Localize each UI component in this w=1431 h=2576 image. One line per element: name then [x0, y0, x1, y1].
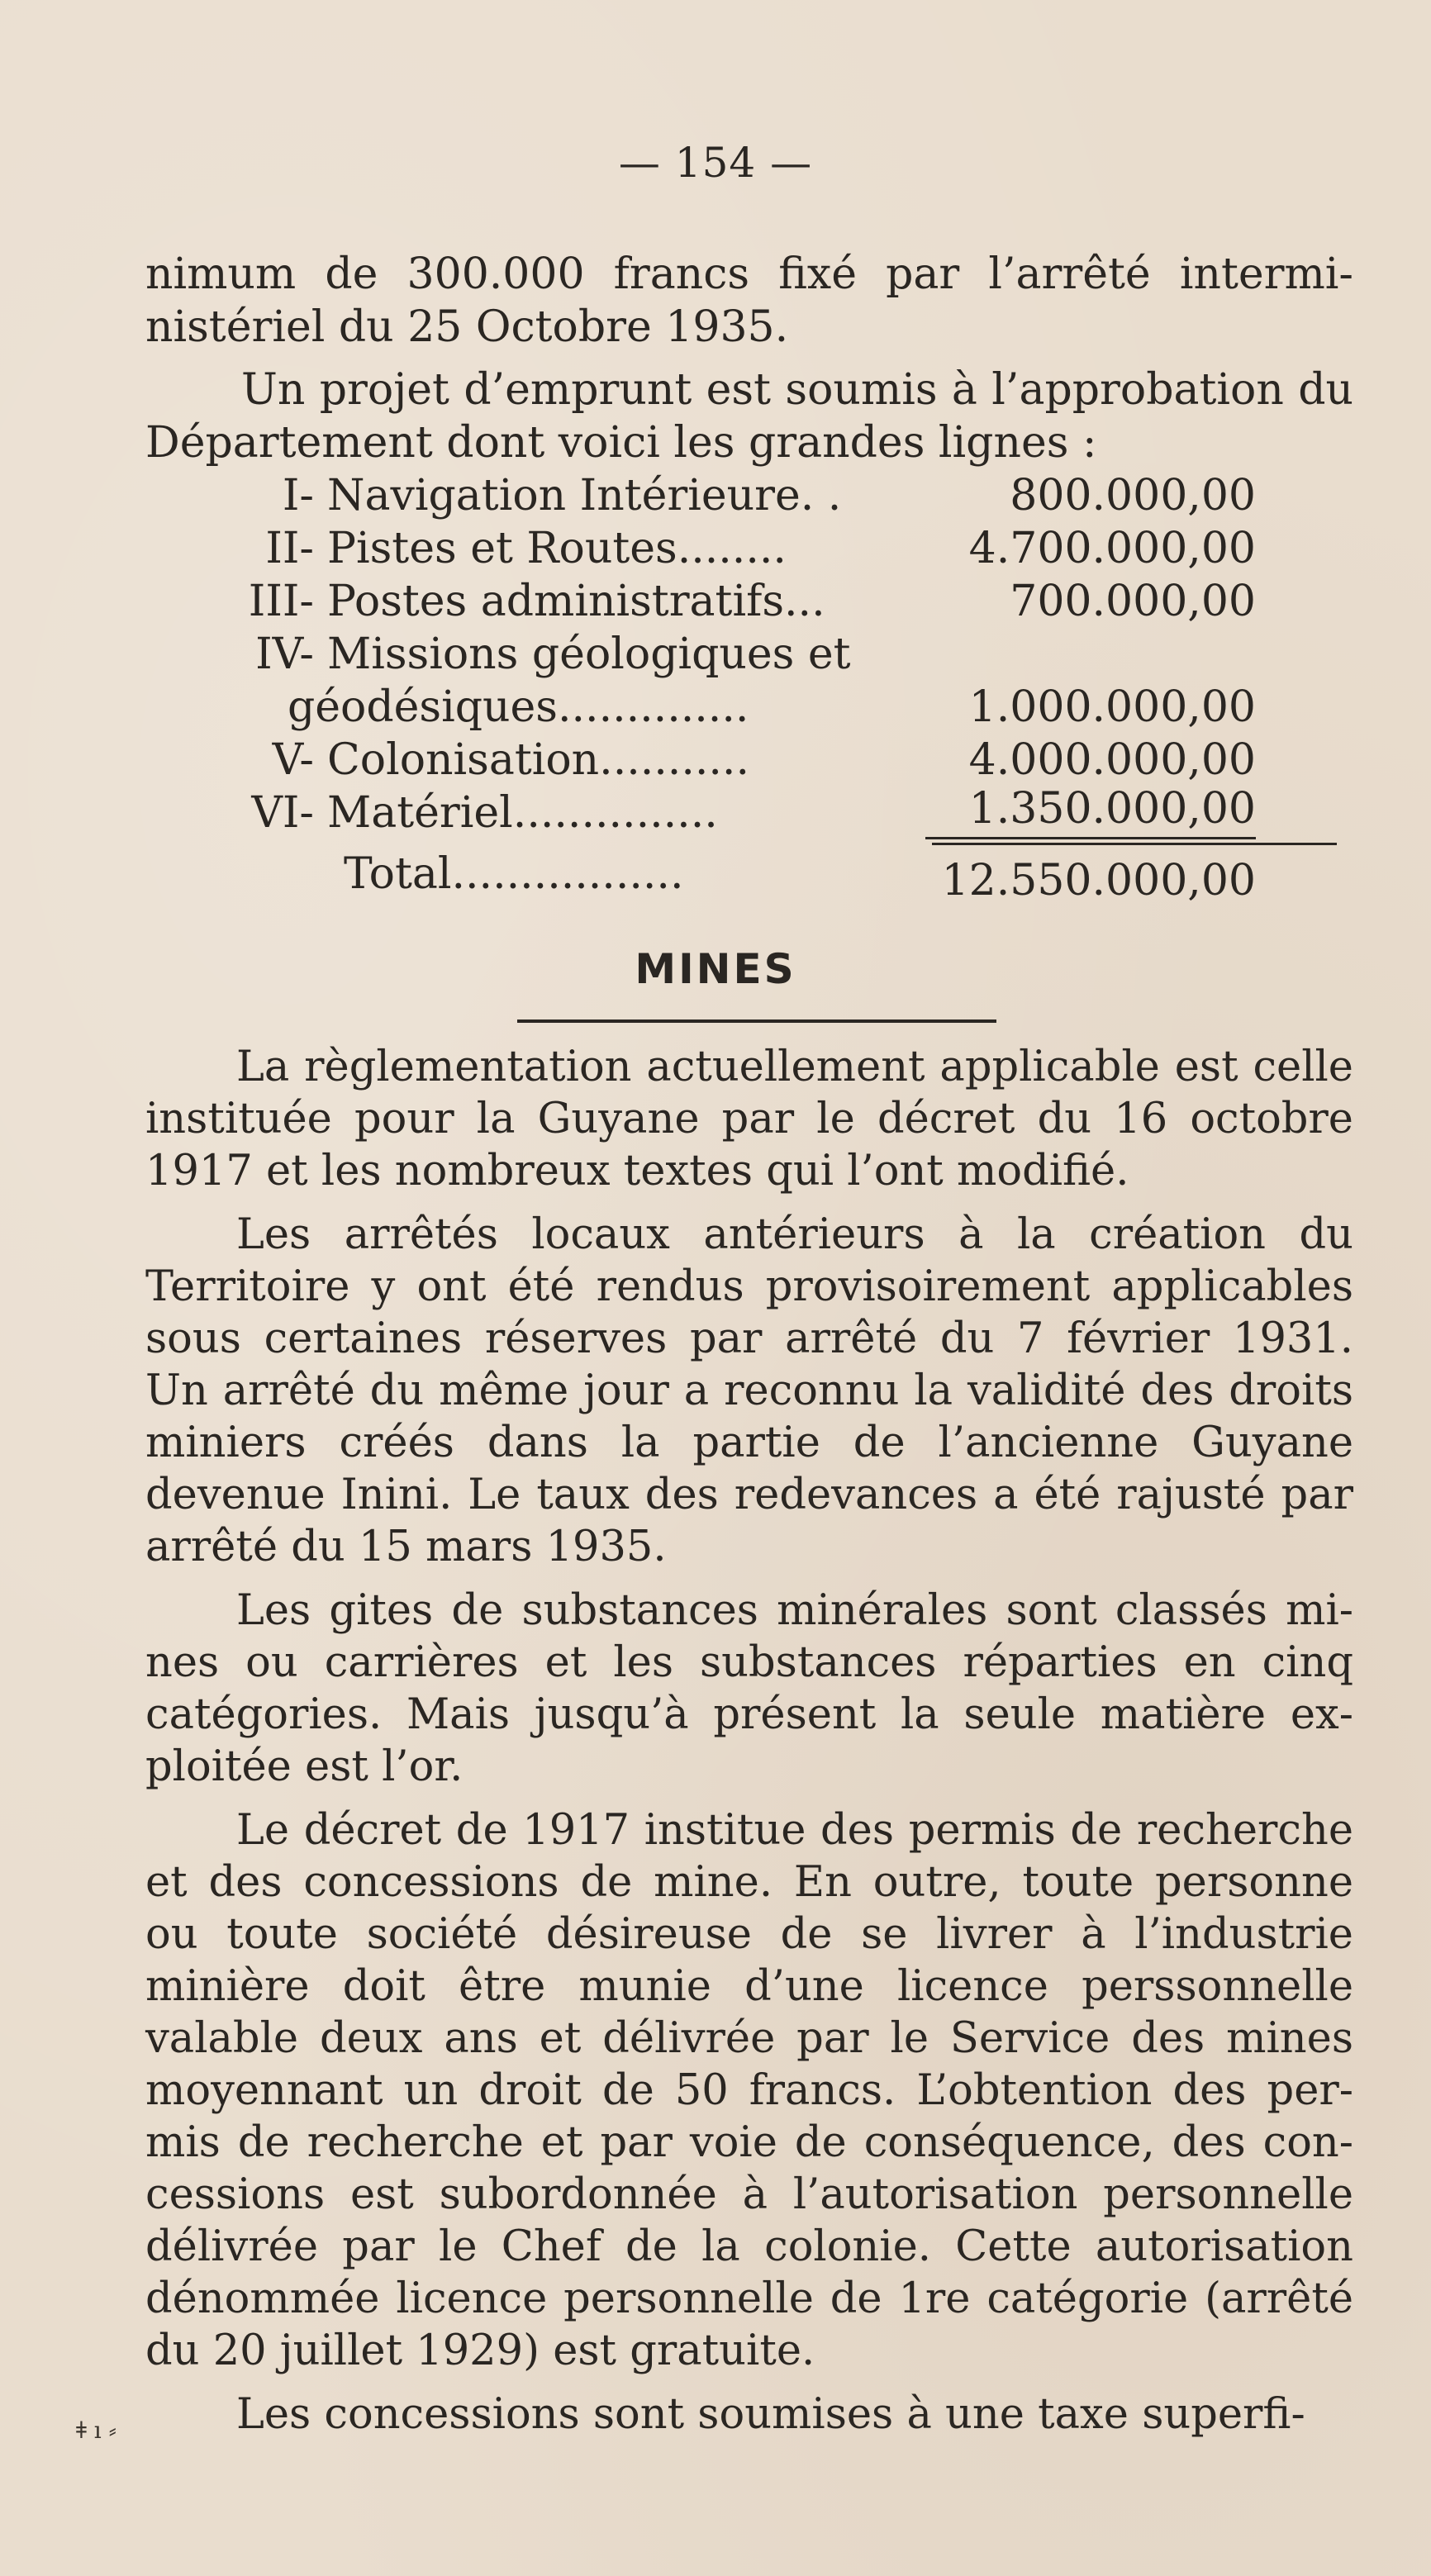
- body-paragraph: Les gites de substances minérales sont classés mines ou carrières et les substances réparties en cinq catégories. Mais jusqu’à présent la seule matière exploitée est l’or.: [145, 1586, 1353, 1791]
- ledger-item-amount: 1.000.000,00: [968, 682, 1256, 732]
- ledger-item-number: III-: [248, 577, 314, 626]
- ledger-item-number: VI-: [251, 788, 314, 838]
- ledger-row: [231, 575, 1338, 628]
- ledger-item-number: IV-: [255, 630, 314, 679]
- ledger-item-label: Navigation Intérieure. .: [327, 471, 842, 520]
- intro-paragraph-2: Un projet d’emprunt est soumis à l’approbation du Département dont voici les grandes lignes :: [145, 365, 1353, 468]
- margin-ink-marks: ǂ ı ⸗: [76, 2417, 116, 2444]
- total-rule: [932, 843, 1337, 845]
- section-title: MINES: [635, 945, 796, 993]
- ledger-item-number: I-: [282, 471, 314, 520]
- section-body: [145, 1041, 1353, 2452]
- ledger-item-number: V-: [272, 735, 314, 785]
- ledger-item-label: Pistes et Routes........: [327, 524, 787, 573]
- ledger-item-label: Postes administratifs...: [327, 577, 825, 626]
- ledger-item-label: Colonisation...........: [327, 735, 749, 785]
- section-title-rule: [517, 1019, 996, 1023]
- ledger-total-amount: 12.550.000,00: [941, 856, 1256, 905]
- ledger-item-label: Matériel...............: [327, 788, 718, 838]
- ledger-row: [231, 522, 1338, 575]
- body-paragraph: La règlementation actuellement applicable est celle instituée pour la Guyane par le décret du 16 octobre 1917 et les nombreux textes qui l’ont modifié.: [145, 1043, 1353, 1195]
- ledger-item-amount: 4.700.000,00: [968, 524, 1256, 573]
- ledger-row: [231, 734, 1338, 787]
- ledger-item-amount: 700.000,00: [1010, 577, 1256, 626]
- ledger-item-number: II-: [265, 524, 314, 573]
- ledger-row: [231, 628, 1338, 734]
- ledger-total-row: [231, 848, 1338, 907]
- ledger-item-label: Missions géologiques et: [327, 630, 851, 679]
- body-paragraph: Les arrêtés locaux antérieurs à la création du Territoire y ont été rendus provisoirement applicables sous certaines réserves par arrêté du 7 février 1931. Un arrêté du même jour a reconnu la validité des droits miniers créés dans la partie de l’ancienne Guyane devenue Inini. Le taux des redevances a été rajusté par arrêté du 15 mars 1935.: [145, 1210, 1353, 1571]
- ledger-item-amount: 800.000,00: [1010, 471, 1256, 520]
- page-number: — 154 —: [618, 139, 813, 187]
- body-paragraph: Les concessions sont soumises à une taxe superfi-: [236, 2390, 1305, 2439]
- ledger-row: [231, 784, 1338, 839]
- loan-budget-table: [231, 469, 1338, 907]
- intro-paragraph-1: nimum de 300.000 francs fixé par l’arrêté interministériel du 25 Octobre 1935.: [145, 250, 1353, 352]
- ledger-item-amount: 1.350.000,00: [925, 782, 1256, 839]
- body-paragraph: Le décret de 1917 institue des permis de recherche et des concessions de mine. En outre, toute personne ou toute société désireuse de se livrer à l’industrie minière doit être munie d’une licence perssonnelle valable deux ans et délivrée par le Service des mines moyennant un droit de 50 francs. L’obtention des permis de recherche et par voie de conséquence, des concessions est subordonnée à l’autorisation personnelle délivrée par le Chef de la colonie. Cette autorisation dénommée licence personnelle de 1re catégorie (arrêté du 20 juillet 1929) est gratuite.: [145, 1806, 1353, 2375]
- ledger-item-amount: 4.000.000,00: [968, 735, 1256, 785]
- ledger-item-label-continued: géodésiques..............: [288, 682, 749, 732]
- ledger-total-label: Total.................: [344, 849, 684, 899]
- ledger-row: [231, 469, 1338, 522]
